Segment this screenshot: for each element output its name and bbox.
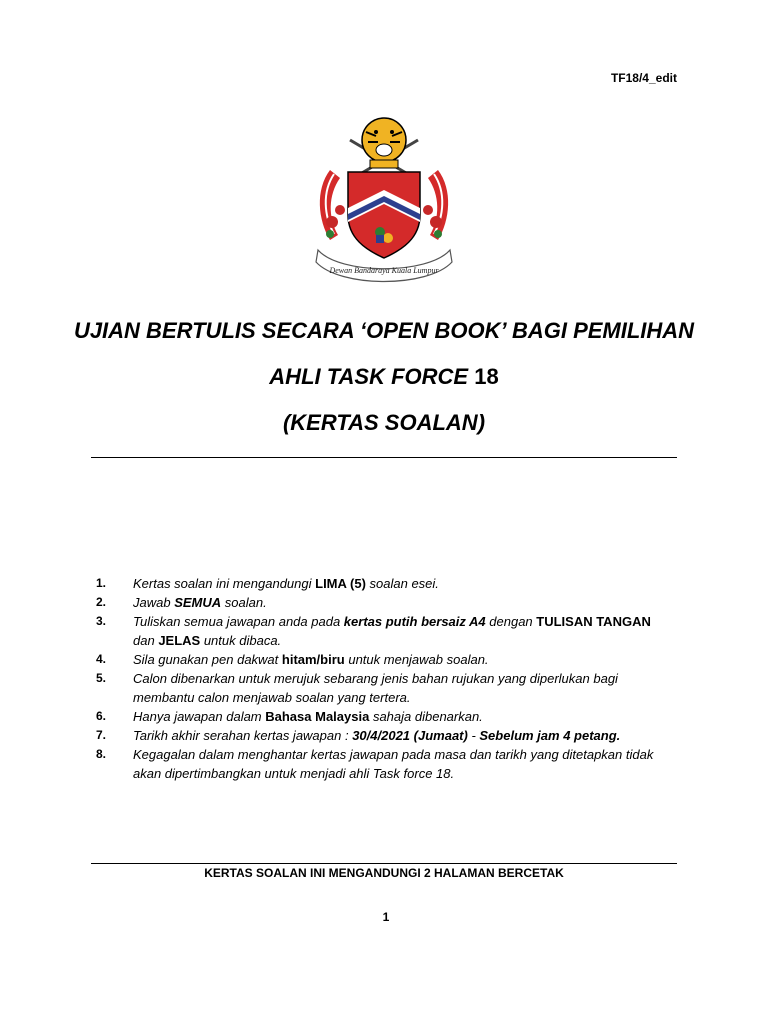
instruction-text: dengan (485, 614, 537, 629)
instruction-text: soalan. (221, 595, 267, 610)
instruction-bold: kertas putih bersaiz A4 (343, 614, 486, 629)
instruction-text: sahaja dibenarkan. (369, 709, 483, 724)
instruction-bold: LIMA (5) (315, 576, 366, 591)
instruction-text: Calon dibenarkan untuk merujuk sebarang jenis bahan rujukan yang diperlukan bagi membantu calon menjawab soalan yang tertera. (133, 671, 618, 705)
instruction-number: 7. (96, 728, 107, 742)
instruction-item (96, 669, 676, 707)
instruction-bold: Bahasa Malaysia (265, 709, 370, 724)
crest-banner-text: Dewan Bandaraya Kuala Lumpur (329, 266, 439, 275)
instruction-bold: 30/4/2021 (Jumaat) (352, 728, 468, 743)
instruction-bold: Sebelum jam 4 petang. (479, 728, 621, 743)
instruction-text: Jawab (133, 595, 175, 610)
instruction-text: Tuliskan semua jawapan anda pada (133, 614, 344, 629)
instruction-item (96, 650, 676, 669)
page-number: 1 (382, 910, 390, 924)
title-line-2 (0, 364, 768, 390)
instruction-text: Sila gunakan pen dakwat (133, 652, 282, 667)
instruction-number: 1. (96, 576, 107, 590)
title-line-2-text: AHLI TASK FORCE (269, 364, 475, 389)
instruction-text: untuk dibaca. (200, 633, 282, 648)
instruction-text: Hanya jawapan dalam (133, 709, 266, 724)
instruction-number: 8. (96, 747, 107, 761)
title-line-3: (KERTAS SOALAN) (282, 410, 486, 435)
instruction-text: untuk menjawab soalan. (344, 652, 489, 667)
instruction-text: dan (133, 633, 159, 648)
title-line-1: UJIAN BERTULIS SECARA ‘OPEN BOOK’ BAGI PEMILIHAN (73, 318, 695, 343)
instruction-bold: hitam/biru (281, 652, 345, 667)
footer-page-count-note: KERTAS SOALAN INI MENGANDUNGI 2 HALAMAN BERCETAK (204, 866, 564, 880)
document-code: TF18/4_edit (610, 71, 677, 85)
dbkl-crest-logo (310, 110, 458, 290)
instruction-text: Tarikh akhir serahan kertas jawapan : (133, 728, 353, 743)
instruction-text: Kertas soalan ini mengandungi (133, 576, 316, 591)
instruction-item (96, 593, 676, 612)
instruction-text: soalan esei. (365, 576, 439, 591)
instruction-item (96, 726, 676, 745)
instruction-number: 3. (96, 614, 107, 628)
divider-top (91, 457, 677, 458)
divider-bottom (91, 863, 677, 864)
instruction-bold: SEMUA (174, 595, 222, 610)
instruction-number: 2. (96, 595, 107, 609)
instruction-text: Kegagalan dalam menghantar kertas jawapan pada masa dan tarikh yang ditetapkan tidak akan dipertimbangkan untuk menjadi ahli Task force 18. (133, 747, 654, 781)
instruction-text: - (467, 728, 480, 743)
instruction-item (96, 707, 676, 726)
instruction-bold: JELAS (158, 633, 201, 648)
title-line-2-number: 18 (474, 364, 499, 389)
instruction-list (96, 574, 676, 783)
instruction-item (96, 745, 676, 783)
instruction-number: 6. (96, 709, 107, 723)
instruction-bold: TULISAN TANGAN (536, 614, 651, 629)
instruction-number: 5. (96, 671, 107, 685)
instruction-item (96, 612, 676, 650)
instruction-number: 4. (96, 652, 107, 666)
instruction-item (96, 574, 676, 593)
